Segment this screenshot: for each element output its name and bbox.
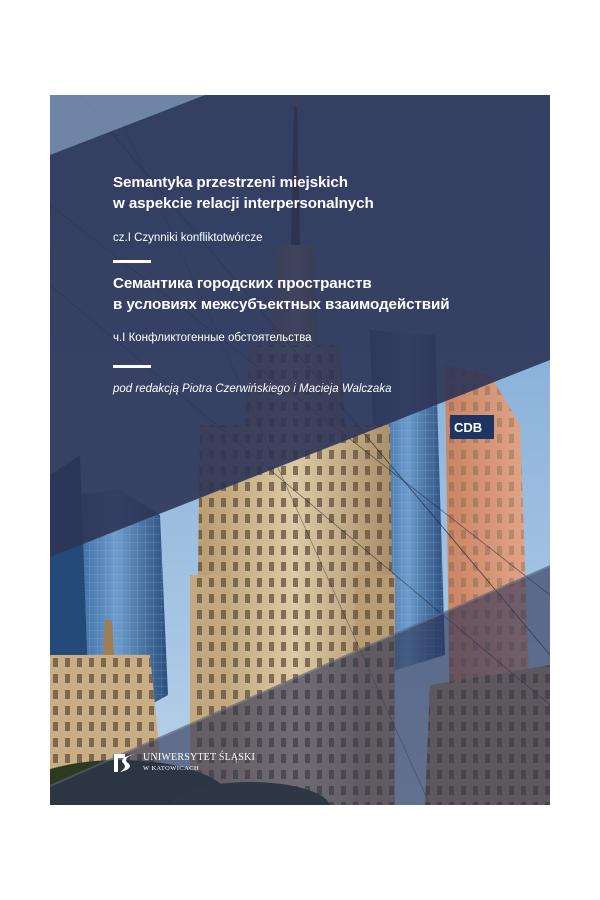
title-polish xyxy=(113,172,374,214)
subtitle-polish: cz.I Czynniki konfliktotwórcze xyxy=(113,232,263,244)
title-russian xyxy=(113,273,449,315)
title-polish-line-1: Semantyka przestrzeni miejskich xyxy=(113,174,348,191)
publisher-logo xyxy=(112,750,255,776)
publisher-name-line-2: W KATOWICACH xyxy=(143,765,200,772)
svg-text:CDB: CDB xyxy=(454,420,483,435)
title-russian-line-2: в условиях межсубъектных взаимодействий xyxy=(113,296,450,313)
university-logo-icon xyxy=(112,750,138,776)
title-russian-line-1: Семантика городских пространств xyxy=(113,275,372,292)
subtitle-russian: ч.I Конфликтогенные обстоятельства xyxy=(113,332,312,344)
publisher-name xyxy=(143,752,255,774)
editors-line: pod redakcją Piotra Czerwińskiego i Macieja Walczaka xyxy=(113,383,392,395)
title-polish-line-2: w aspekcie relacji interpersonalnych xyxy=(113,195,374,212)
book-cover xyxy=(50,95,550,805)
divider-line xyxy=(113,260,151,263)
publisher-name-line-1: UNIWERSYTET ŚLĄSKI xyxy=(143,752,256,763)
divider-line xyxy=(113,365,151,368)
